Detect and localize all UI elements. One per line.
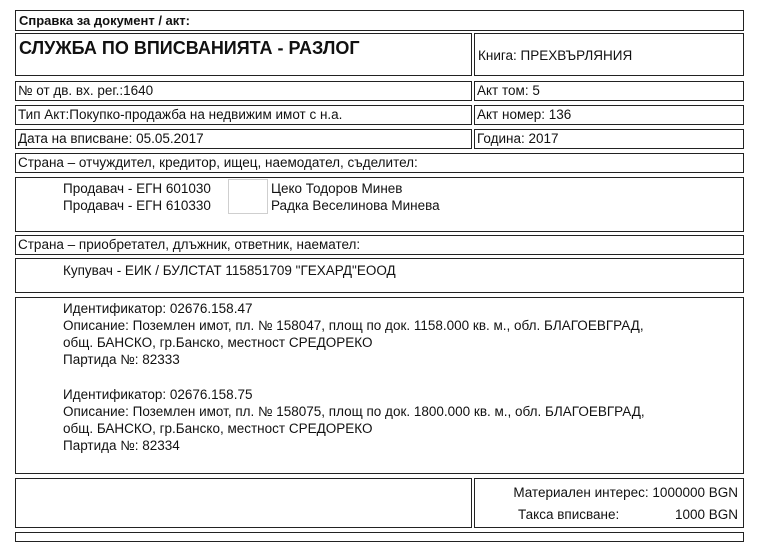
- property-description: Описание: Поземлен имот, пл. № 158075, площ по док. 1800.000 кв. м., обл. БЛАГОЕВГРАД,: [63, 404, 645, 419]
- title-row: [15, 10, 744, 31]
- fee-label: Такса вписване:: [518, 507, 620, 522]
- office-name: СЛУЖБА ПО ВПИСВАНИЯТА - РАЗЛОГ: [19, 38, 360, 58]
- page-title: Справка за документ / акт:: [19, 13, 190, 28]
- sellers-heading-row: [15, 153, 744, 173]
- property-description: Описание: Поземлен имот, пл. № 158047, площ по док. 1158.000 кв. м., обл. БЛАГОЕВГРАД,: [63, 318, 644, 333]
- registration-date: Дата на вписване: 05.05.2017: [18, 131, 204, 146]
- date-cell: [15, 129, 472, 149]
- act-volume: Акт том: 5: [477, 83, 540, 98]
- footer-fees-cell: [474, 478, 744, 528]
- book-label: Книга: ПРЕХВЪРЛЯНИЯ: [478, 48, 633, 63]
- property-batch: Партида №: 82333: [63, 352, 180, 367]
- seller-id: Продавач - ЕГН 601030: [63, 181, 211, 196]
- redaction-box: [228, 179, 268, 214]
- property-identifier: Идентификатор: 02676.158.47: [63, 301, 253, 316]
- property-description: общ. БАНСКО, гр.Банско, местност СРЕДОРЕКО: [63, 421, 373, 436]
- office-cell: [15, 33, 472, 76]
- buyers-heading-row: [15, 235, 744, 255]
- properties-section: [15, 297, 744, 474]
- material-interest: Материален интерес: 1000000 BGN: [513, 485, 738, 500]
- number-cell: [474, 105, 744, 125]
- reg-number: № от дв. вх. рег.:1640: [18, 83, 154, 98]
- reg-cell: [15, 81, 472, 101]
- act-type: Тип Акт:Покупко-продажба на недвижим имот с н.а.: [18, 107, 343, 122]
- act-year: Година: 2017: [477, 131, 559, 146]
- seller-name: Цеко Тодоров Минев: [271, 181, 403, 196]
- buyers-list: [15, 258, 744, 293]
- property-description: общ. БАНСКО, гр.Банско, местност СРЕДОРЕКО: [63, 335, 373, 350]
- buyers-heading: Страна – приобретател, длъжник, ответник, наемател:: [18, 237, 361, 252]
- next-section-edge: [15, 532, 744, 542]
- seller-id: Продавач - ЕГН 610330: [63, 198, 211, 213]
- type-cell: [15, 105, 472, 125]
- property-batch: Партида №: 82334: [63, 438, 180, 453]
- footer-empty-cell: [15, 478, 472, 528]
- property-identifier: Идентификатор: 02676.158.75: [63, 387, 253, 402]
- volume-cell: [474, 81, 744, 101]
- act-number: Акт номер: 136: [477, 107, 572, 122]
- buyer-entry: Купувач - ЕИК / БУЛСТАТ 115851709 "ГЕХАРД"ЕООД: [63, 263, 396, 278]
- book-cell: [474, 33, 744, 76]
- sellers-list: [15, 177, 744, 232]
- fee-value: 1000 BGN: [674, 507, 738, 522]
- seller-name: Радка Веселинова Минева: [271, 198, 440, 213]
- year-cell: [474, 129, 744, 149]
- sellers-heading: Страна – отчуждител, кредитор, ищец, наемодател, съделител:: [18, 155, 418, 170]
